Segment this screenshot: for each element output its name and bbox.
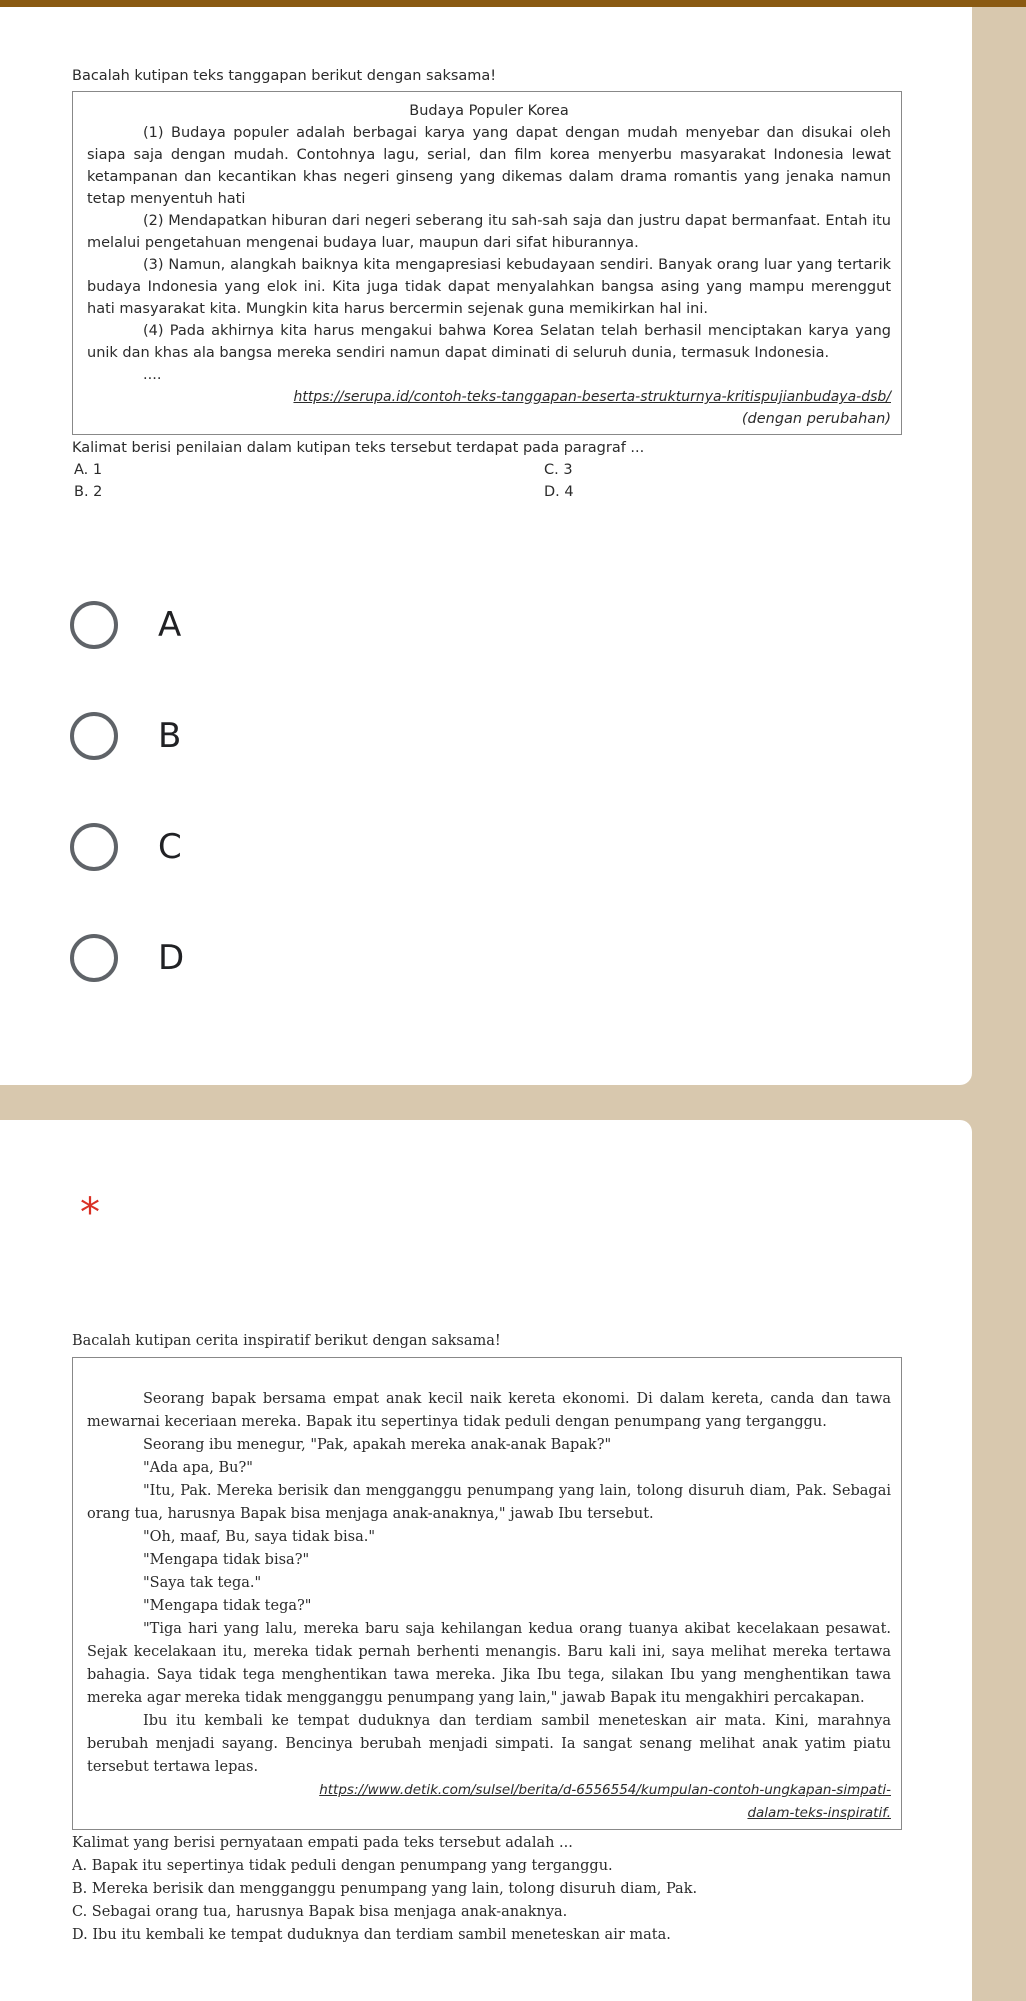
choice-c[interactable] (70, 819, 182, 875)
radio-d[interactable] (70, 934, 118, 982)
q2-paragraph-4: "Itu, Pak. Mereka berisik dan mengganggu penumpang yang lain, tolong disuruh diam, Pak. Sebagai orang tua, harusnya Bapak bisa menjaga anak-anaknya," jawab Ibu tersebut. (87, 1483, 891, 1522)
q1-intro: Bacalah kutipan teks tanggapan berikut dengan saksama! (72, 68, 497, 84)
q2-paragraph-9: "Tiga hari yang lalu, mereka baru saja kehilangan kedua orang tuanya akibat kecelakaan pesawat. Sejak kecelakaan itu, mereka tidak pernah berhenti menangis. Baru kali ini, saya melihat mereka tertawa bahagia. Saya tidak tega menghentikan tawa mereka. Jika Ibu tega, silakan Ibu yang menghentikan tawa mereka agar mereka tidak mengganggu penumpang yang lain," jawab Bapak itu mengakhiri percakapan. (87, 1621, 891, 1706)
choice-d-label[interactable]: D (158, 938, 185, 978)
q2-paragraph-8: "Mengapa tidak tega?" (143, 1598, 312, 1614)
q2-option-d-text: D. Ibu itu kembali ke tempat duduknya dan terdiam sambil meneteskan air mata. (72, 1927, 671, 1943)
q1-passage-box (72, 91, 902, 435)
q2-option-b-text: B. Mereka berisik dan mengganggu penumpang yang lain, tolong disuruh diam, Pak. (72, 1881, 698, 1897)
q1-option-a-text: A. 1 (74, 462, 103, 478)
choice-b[interactable] (70, 708, 181, 764)
question-2-image (72, 1330, 902, 1947)
required-asterisk: * (80, 1190, 100, 1236)
q1-paragraph-3: (3) Namun, alangkah baiknya kita mengapresiasi kebudayaan sendiri. Banyak orang luar yang tertarik budaya Indonesia yang elok ini. Kita juga tidak dapat menyalahkan bangsa asing yang mampu merenggut hati masyarakat kita. Mungkin kita harus bercermin sejenak guna memikirkan hal ini. (87, 257, 891, 317)
q1-paragraph-2: (2) Mendapatkan hiburan dari negeri seberang itu sah-sah saja dan justru dapat bermanfaat. Entah itu melalui pengetahuan mengenai budaya luar, maupun dari sifat hiburannya. (87, 213, 891, 251)
q2-paragraph-7: "Saya tak tega." (143, 1575, 262, 1591)
top-accent-bar (0, 0, 1026, 7)
q1-option-c-text: C. 3 (544, 462, 573, 478)
q2-intro: Bacalah kutipan cerita inspiratif berikut dengan saksama! (72, 1333, 501, 1349)
q1-paragraph-1: (1) Budaya populer adalah berbagai karya yang dapat dengan mudah menyebar dan disukai oleh siapa saja dengan mudah. Contohnya lagu, serial, dan film korea menyerbu masyarakat Indonesia lewat ketampanan dan kecantikan khas negeri ginseng yang dikemas dalam drama romantis yang jenaka namun tetap menyentuh hati (87, 125, 891, 207)
choice-a-label[interactable]: A (158, 605, 182, 645)
choice-a[interactable] (70, 597, 181, 653)
question-card-1 (0, 7, 972, 1085)
q2-source-url-1: https://www.detik.com/sulsel/berita/d-6556554/kumpulan-contoh-ungkapan-simpati- (319, 1782, 891, 1798)
q1-option-b-text: B. 2 (74, 484, 103, 500)
q1-paragraph-4: (4) Pada akhirnya kita harus mengakui bahwa Korea Selatan telah berhasil menciptakan karya yang unik dan khas ala bangsa mereka sendiri namun dapat diminati di seluruh dunia, termasuk Indonesia. (87, 323, 891, 361)
radio-c[interactable] (70, 823, 118, 871)
q2-paragraph-10: Ibu itu kembali ke tempat duduknya dan terdiam sambil meneteskan air mata. Kini, marahnya berubah menjadi sayang. Bencinya berubah menjadi simpati. Ia sangat senang melihat anak yatim piatu tersebut tertawa lepas. (87, 1713, 891, 1775)
q1-question: Kalimat berisi penilaian dalam kutipan teks tersebut terdapat pada paragraf ... (72, 440, 645, 456)
q1-source-note: (dengan perubahan) (741, 411, 891, 427)
q2-option-a-text: A. Bapak itu sepertinya tidak peduli dengan penumpang yang terganggu. (72, 1858, 613, 1874)
radio-b[interactable] (70, 712, 118, 760)
q1-options-text (74, 459, 902, 503)
q1-passage-title: Budaya Populer Korea (409, 103, 569, 119)
q1-ellipsis: .... (143, 367, 162, 383)
q2-passage-box (72, 1357, 902, 1830)
q2-paragraph-1: Seorang bapak bersama empat anak kecil naik kereta ekonomi. Di dalam kereta, canda dan tawa mewarnai keceriaan mereka. Bapak itu sepertinya tidak peduli dengan penumpang yang terganggu. (87, 1391, 891, 1430)
q2-option-c-text: C. Sebagai orang tua, harusnya Bapak bisa menjaga anak-anaknya. (72, 1904, 568, 1920)
q2-paragraph-2: Seorang ibu menegur, "Pak, apakah mereka anak-anak Bapak?" (143, 1437, 612, 1453)
q2-paragraph-5: "Oh, maaf, Bu, saya tidak bisa." (143, 1529, 376, 1545)
choice-b-label[interactable]: B (158, 716, 182, 756)
question-1-image (72, 65, 902, 503)
q2-question: Kalimat yang berisi pernyataan empati pada teks tersebut adalah ... (72, 1835, 573, 1851)
q2-paragraph-6: "Mengapa tidak bisa?" (143, 1552, 310, 1568)
q2-source-url-2: dalam-teks-inspiratif. (747, 1805, 891, 1821)
choice-d[interactable] (70, 930, 184, 986)
radio-a[interactable] (70, 601, 118, 649)
question-card-2 (0, 1120, 972, 2001)
choice-c-label[interactable]: C (158, 827, 182, 867)
q2-paragraph-3: "Ada apa, Bu?" (143, 1460, 253, 1476)
q1-option-d-text: D. 4 (544, 484, 574, 500)
q1-source-url: https://serupa.id/contoh-teks-tanggapan-beserta-strukturnya-kritispujianbudaya-dsb/ (293, 389, 891, 405)
